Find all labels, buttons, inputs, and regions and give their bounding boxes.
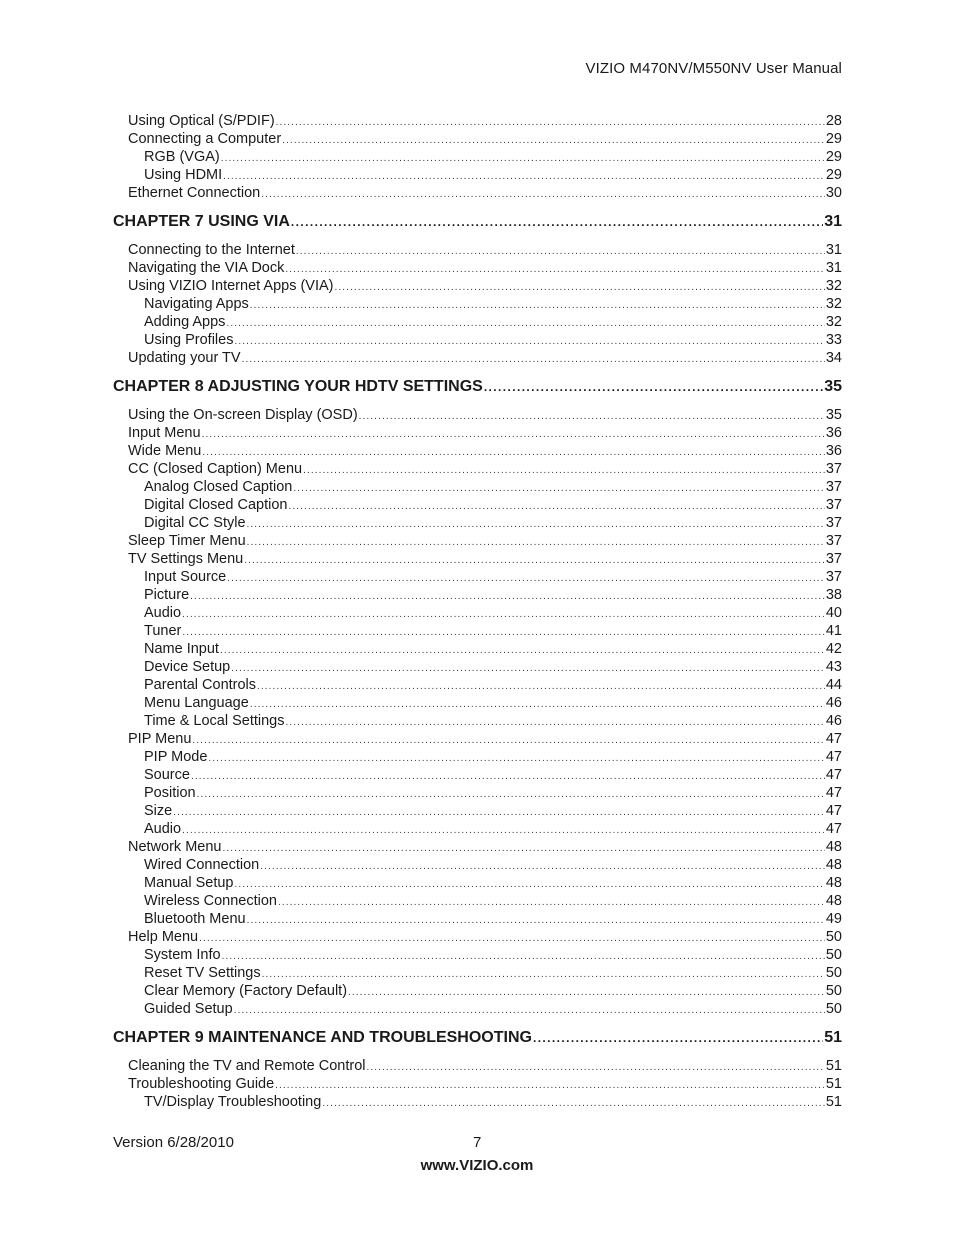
toc-entry-title: Size [144, 803, 173, 819]
toc-entry [113, 496, 842, 514]
toc-entry-title: Connecting a Computer [128, 131, 282, 147]
toc-entry [113, 586, 842, 604]
toc-entry-title: CHAPTER 9 MAINTENANCE AND TROUBLESHOOTING [113, 1029, 532, 1046]
toc-dot-leader [335, 279, 825, 297]
toc-entry-page: 37 [825, 551, 842, 567]
toc-entry [113, 982, 842, 1000]
toc-dot-leader [244, 552, 825, 570]
toc-dot-leader [197, 786, 825, 804]
toc-entry-title: Guided Setup [144, 1001, 233, 1017]
toc-entry-page: 37 [825, 497, 842, 513]
toc-entry-title: CC (Closed Caption) Menu [128, 461, 303, 477]
toc-entry-page: 48 [825, 875, 842, 891]
toc-entry [113, 604, 842, 622]
toc-entry [113, 784, 842, 802]
toc-entry-title: Wired Connection [144, 857, 260, 873]
toc-entry [113, 820, 842, 838]
toc-entry-page: 43 [825, 659, 842, 675]
toc-entry [113, 259, 842, 277]
footer-version: Version 6/28/2010 [113, 1134, 234, 1151]
toc-dot-leader [182, 822, 825, 840]
toc-dot-leader [359, 408, 825, 426]
toc-entry-title: System Info [144, 947, 221, 963]
toc-entry-page: 42 [825, 641, 842, 657]
toc-entry-title: Digital Closed Caption [144, 497, 288, 513]
toc-entry [113, 1057, 842, 1075]
toc-entry [113, 295, 842, 313]
toc-entry [113, 112, 842, 130]
toc-entry [113, 184, 842, 202]
toc-entry-title: CHAPTER 8 ADJUSTING YOUR HDTV SETTINGS [113, 378, 483, 395]
toc-entry-title: Audio [144, 821, 182, 837]
toc-entry [113, 1075, 842, 1093]
toc-dot-leader [367, 1059, 825, 1077]
toc-dot-leader [247, 534, 825, 552]
toc-entry-page: 48 [825, 839, 842, 855]
toc-dot-leader [322, 1095, 825, 1113]
toc-dot-leader [250, 297, 825, 315]
toc-dot-leader [278, 894, 825, 912]
toc-entry [113, 838, 842, 856]
toc-dot-leader [199, 930, 825, 948]
toc-entry-page: 44 [825, 677, 842, 693]
toc-entry-title: Device Setup [144, 659, 231, 675]
toc-dot-leader [247, 516, 825, 534]
toc-entry-page: 50 [825, 929, 842, 945]
toc-entry-title: Name Input [144, 641, 219, 657]
toc-entry [113, 406, 842, 424]
toc-dot-leader [220, 642, 825, 660]
toc-entry [113, 766, 842, 784]
toc-entry-title: Manual Setup [144, 875, 234, 891]
toc-dot-leader [242, 351, 825, 369]
toc-dot-leader [182, 624, 825, 642]
toc-entry [113, 640, 842, 658]
toc-entry-page: 36 [825, 425, 842, 441]
toc-entry-page: 38 [825, 587, 842, 603]
toc-dot-leader [276, 114, 825, 132]
toc-entry-page: 29 [825, 167, 842, 183]
toc-entry [113, 964, 842, 982]
toc-entry-title: CHAPTER 7 USING VIA [113, 213, 290, 230]
toc-dot-leader [192, 732, 824, 750]
toc-entry [113, 130, 842, 148]
toc-entry-page: 50 [825, 965, 842, 981]
toc-entry [113, 424, 842, 442]
toc-entry-title: Sleep Timer Menu [128, 533, 246, 549]
toc-entry-title: Connecting to the Internet [128, 242, 295, 258]
toc-entry-page: 34 [825, 350, 842, 366]
toc-entry [113, 331, 842, 349]
toc-entry-title: Reset TV Settings [144, 965, 261, 981]
toc-entry-page: 37 [825, 569, 842, 585]
toc-entry-title: Parental Controls [144, 677, 257, 693]
toc-dot-leader [202, 426, 825, 444]
toc-entry-page: 32 [825, 278, 842, 294]
toc-entry-title: Navigating the VIA Dock [128, 260, 285, 276]
toc-dot-leader [234, 1002, 825, 1020]
toc-entry-title: Network Menu [128, 839, 222, 855]
toc-entry-page: 32 [825, 314, 842, 330]
toc-entry-page: 29 [825, 149, 842, 165]
toc-entry-page: 41 [825, 623, 842, 639]
toc-dot-leader [261, 186, 825, 204]
toc-entry-page: 46 [825, 695, 842, 711]
table-of-contents [113, 112, 842, 1111]
toc-entry-page: 40 [825, 605, 842, 621]
toc-dot-leader [282, 132, 825, 150]
toc-chapter-entry [113, 1028, 842, 1048]
toc-entry-title: Digital CC Style [144, 515, 246, 531]
toc-entry-page: 47 [825, 767, 842, 783]
toc-dot-leader [234, 333, 824, 351]
toc-entry-page: 47 [825, 785, 842, 801]
toc-entry-title: Picture [144, 587, 190, 603]
toc-entry [113, 478, 842, 496]
toc-entry-title: Navigating Apps [144, 296, 249, 312]
toc-entry [113, 622, 842, 640]
toc-entry [113, 166, 842, 184]
toc-entry [113, 802, 842, 820]
toc-entry-title: Adding Apps [144, 314, 226, 330]
toc-entry-title: Wide Menu [128, 443, 202, 459]
toc-entry-page: 37 [825, 479, 842, 495]
document-header-title: VIZIO M470NV/M550NV User Manual [585, 60, 842, 77]
toc-entry-title: Bluetooth Menu [144, 911, 246, 927]
toc-dot-leader [348, 984, 825, 1002]
toc-entry [113, 892, 842, 910]
toc-entry-page: 30 [825, 185, 842, 201]
toc-entry-title: Source [144, 767, 190, 783]
toc-entry-title: Input Menu [128, 425, 201, 441]
toc-entry-title: TV Settings Menu [128, 551, 244, 567]
toc-entry-page: 28 [825, 113, 842, 129]
toc-entry-page: 46 [825, 713, 842, 729]
toc-entry [113, 460, 842, 478]
toc-entry [113, 946, 842, 964]
toc-dot-leader [227, 570, 825, 588]
toc-entry-title: PIP Mode [144, 749, 208, 765]
toc-entry-title: Time & Local Settings [144, 713, 285, 729]
toc-entry [113, 1000, 842, 1018]
toc-dot-leader [303, 462, 825, 480]
toc-entry [113, 730, 842, 748]
footer-page-number: 7 [473, 1134, 482, 1151]
toc-entry-title: Wireless Connection [144, 893, 277, 909]
toc-entry-page: 31 [825, 260, 842, 276]
toc-entry-title: Position [144, 785, 196, 801]
toc-entry-title: Using Profiles [144, 332, 234, 348]
toc-entry-page: 50 [825, 947, 842, 963]
toc-entry-page: 49 [825, 911, 842, 927]
toc-entry [113, 514, 842, 532]
toc-chapter-entry [113, 377, 842, 397]
toc-entry-title: Analog Closed Caption [144, 479, 293, 495]
toc-dot-leader [291, 212, 823, 232]
toc-entry-title: PIP Menu [128, 731, 192, 747]
toc-dot-leader [231, 660, 825, 678]
toc-entry [113, 1093, 842, 1111]
toc-entry-title: Using Optical (S/PDIF) [128, 113, 275, 129]
toc-entry [113, 928, 842, 946]
toc-dot-leader [247, 912, 825, 930]
toc-entry-page: 50 [825, 1001, 842, 1017]
toc-entry [113, 748, 842, 766]
toc-entry-title: Tuner [144, 623, 182, 639]
toc-dot-leader [226, 315, 824, 333]
toc-entry-page: 51 [825, 1058, 842, 1074]
toc-entry-page: 48 [825, 857, 842, 873]
toc-entry [113, 532, 842, 550]
toc-entry [113, 658, 842, 676]
toc-dot-leader [288, 498, 824, 516]
toc-entry [113, 241, 842, 259]
toc-entry-page: 47 [825, 803, 842, 819]
toc-entry-page: 47 [825, 731, 842, 747]
toc-entry [113, 313, 842, 331]
toc-entry-title: Updating your TV [128, 350, 241, 366]
toc-entry-page: 33 [825, 332, 842, 348]
toc-entry-page: 47 [825, 749, 842, 765]
toc-dot-leader [208, 750, 824, 768]
toc-entry [113, 910, 842, 928]
toc-dot-leader [293, 480, 825, 498]
toc-dot-leader [260, 858, 825, 876]
toc-entry-title: Clear Memory (Factory Default) [144, 983, 348, 999]
toc-entry-page: 31 [825, 242, 842, 258]
toc-entry-title: Help Menu [128, 929, 199, 945]
toc-dot-leader [182, 606, 825, 624]
toc-entry-page: 51 [825, 1094, 842, 1110]
toc-entry-title: Input Source [144, 569, 227, 585]
toc-dot-leader [296, 243, 825, 261]
toc-entry-page: 31 [824, 213, 842, 230]
toc-entry [113, 712, 842, 730]
toc-dot-leader [275, 1077, 825, 1095]
toc-entry-title: TV/Display Troubleshooting [144, 1094, 322, 1110]
toc-entry-page: 47 [825, 821, 842, 837]
toc-entry [113, 694, 842, 712]
toc-dot-leader [533, 1028, 823, 1048]
toc-entry-page: 37 [825, 533, 842, 549]
toc-entry-page: 32 [825, 296, 842, 312]
toc-entry [113, 349, 842, 367]
toc-dot-leader [222, 948, 825, 966]
toc-entry-title: Using VIZIO Internet Apps (VIA) [128, 278, 334, 294]
toc-entry-page: 37 [825, 515, 842, 531]
toc-entry-title: Troubleshooting Guide [128, 1076, 275, 1092]
toc-entry-title: Using the On-screen Display (OSD) [128, 407, 358, 423]
toc-entry [113, 442, 842, 460]
toc-entry-page: 37 [825, 461, 842, 477]
toc-dot-leader [257, 678, 825, 696]
toc-entry-title: Using HDMI [144, 167, 223, 183]
toc-entry-title: Cleaning the TV and Remote Control [128, 1058, 366, 1074]
toc-entry-title: RGB (VGA) [144, 149, 220, 165]
toc-dot-leader [190, 588, 825, 606]
toc-dot-leader [484, 377, 823, 397]
toc-chapter-entry [113, 212, 842, 232]
toc-entry [113, 856, 842, 874]
toc-entry [113, 874, 842, 892]
toc-dot-leader [221, 150, 825, 168]
toc-entry-page: 51 [825, 1076, 842, 1092]
toc-entry-page: 35 [824, 378, 842, 395]
toc-entry-title: Ethernet Connection [128, 185, 261, 201]
toc-dot-leader [286, 714, 825, 732]
toc-dot-leader [234, 876, 824, 894]
toc-entry-page: 50 [825, 983, 842, 999]
toc-entry [113, 550, 842, 568]
toc-entry-title: Menu Language [144, 695, 249, 711]
toc-entry-page: 48 [825, 893, 842, 909]
toc-entry [113, 277, 842, 295]
toc-dot-leader [191, 768, 825, 786]
toc-entry-page: 35 [825, 407, 842, 423]
toc-dot-leader [222, 840, 824, 858]
toc-entry-page: 29 [825, 131, 842, 147]
footer-url: www.VIZIO.com [420, 1157, 534, 1174]
toc-entry-page: 36 [825, 443, 842, 459]
toc-entry [113, 148, 842, 166]
toc-dot-leader [223, 168, 825, 186]
toc-entry-title: Audio [144, 605, 182, 621]
toc-entry-page: 51 [824, 1029, 842, 1046]
toc-dot-leader [285, 261, 824, 279]
toc-dot-leader [250, 696, 825, 714]
toc-dot-leader [173, 804, 825, 822]
toc-entry [113, 568, 842, 586]
toc-entry [113, 676, 842, 694]
